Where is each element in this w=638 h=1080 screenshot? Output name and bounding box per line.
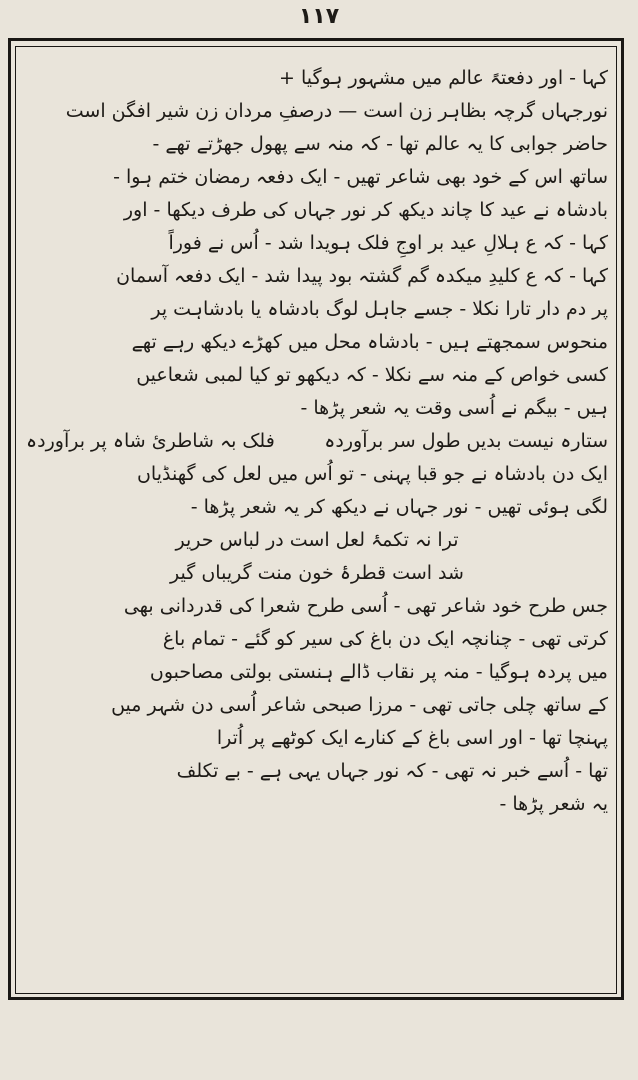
text-line: جس طرح خود شاعر تھی - اُسی طرح شعرا کی قدردانی بھی — [123, 595, 608, 617]
text-line: کے ساتھ چلی جاتی تھی - مرزا صبحی شاعر اُسی دن شہر میں — [111, 694, 608, 716]
text-line: پہنچا تھا - اور اسی باغ کے کنارے ایک کوٹھے پر اُترا — [216, 727, 608, 749]
text-line: حاضر جوابی کا یہ عالم تھا - کہ منہ سے پھول جھڑتے تھے - — [152, 133, 608, 155]
text-line: نورجہاں گرچہ بظاہر زن است — درصفِ مردان زن شیر افگن است — [65, 100, 608, 122]
page-text — [26, 62, 608, 982]
text-line: کرتی تھی - چنانچہ ایک دن باغ کی سیر کو گئے - تمام باغ — [162, 628, 608, 650]
text-line: لگی ہوئی تھیں - نور جہاں نے دیکھ کر یہ شعر پڑھا - — [190, 496, 608, 518]
text-line: کہا - کہ ع کلیدِ میکدہ گم گشتہ بود پیدا شد - ایک دفعہ آسمان — [116, 265, 608, 287]
text-line: ہیں - بیگم نے اُسی وقت یہ شعر پڑھا - — [300, 397, 608, 419]
text-line: پر دم دار تارا نکلا - جسے جاہل لوگ بادشاہ یا بادشاہت پر — [151, 298, 608, 320]
text-line: میں پردہ ہوگیا - منہ پر نقاب ڈالے ہنستی بولتی مصاحبوں — [149, 661, 608, 683]
text-line: ایک دن بادشاہ نے جو قبا پہنی - تو اُس میں لعل کی گھنڈیاں — [136, 463, 608, 485]
text-line: ساتھ اس کے خود بھی شاعر تھیں - ایک دفعہ رمضان ختم ہوا - — [113, 166, 608, 188]
text-line: تھا - اُسے خبر نہ تھی - کہ نور جہاں یہی ہے - بے تکلف — [176, 760, 608, 782]
verse-1-right: ستارہ نیست بدیں طول سر برآوردہ — [324, 430, 608, 452]
verse-couplet-1 — [26, 425, 608, 458]
text-line: کہا - اور دفعتہً عالم میں مشہور ہوگیا + — [279, 67, 608, 89]
text-line: منحوس سمجھتے ہیں - بادشاہ محل میں کھڑے دیکھ رہے تھے — [131, 331, 608, 353]
text-line: بادشاہ نے عید کا چاند دیکھ کر نور جہاں کی طرف دیکھا - اور — [123, 199, 608, 221]
page-number: ۱۱۷ — [298, 4, 340, 29]
verse-2-line-1: ترا نہ تکمۂ لعل است در لباس حریر — [175, 529, 459, 551]
text-line: کہا - کہ ع ہلالِ عید بر اوجِ فلک ہویدا شد - اُس نے فوراً — [168, 232, 608, 254]
text-line: کسی خواص کے منہ سے نکلا - کہ دیکھو تو کیا لمبی شعاعیں — [136, 364, 608, 386]
text-line: یہ شعر پڑھا - — [499, 793, 608, 815]
verse-1-left: فلک بہ شاطرئ شاہ پر برآوردہ — [26, 430, 275, 452]
verse-2-line-2: شد است قطرۂ خون منت گریباں گیر — [170, 562, 464, 584]
